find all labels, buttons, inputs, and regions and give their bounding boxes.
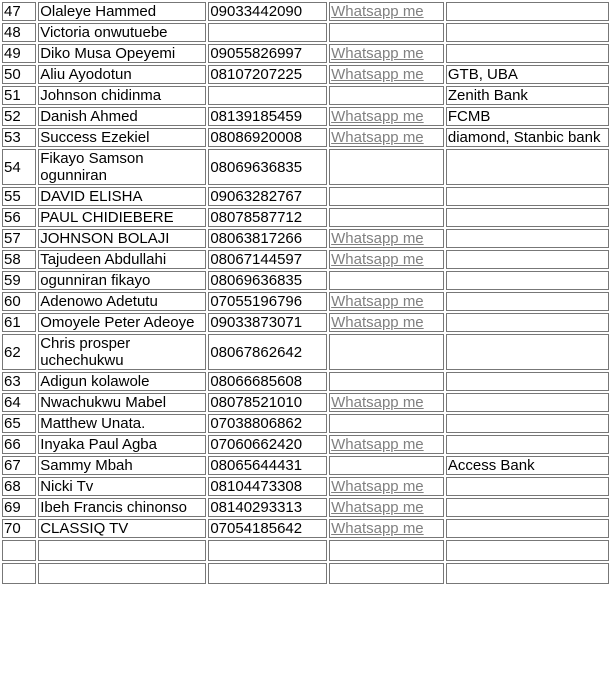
- serial-number-cell: 47: [2, 2, 36, 21]
- name-cell: CLASSIQ TV: [38, 519, 206, 538]
- serial-number-cell: 49: [2, 44, 36, 63]
- whatsapp-cell: [329, 498, 444, 517]
- bank-cell: [446, 208, 609, 227]
- phone-cell: 08067862642: [208, 334, 327, 370]
- table-row: [2, 414, 609, 433]
- bank-cell: [446, 250, 609, 269]
- name-cell: Danish Ahmed: [38, 107, 206, 126]
- serial-number-cell: 61: [2, 313, 36, 332]
- phone-cell: 09033442090: [208, 2, 327, 21]
- serial-number-cell: 62: [2, 334, 36, 370]
- whatsapp-link[interactable]: Whatsapp me: [331, 230, 424, 247]
- whatsapp-cell: [329, 250, 444, 269]
- bank-cell: Zenith Bank: [446, 86, 609, 105]
- serial-number-cell: [2, 540, 36, 561]
- whatsapp-cell: [329, 107, 444, 126]
- phone-cell: 07055196796: [208, 292, 327, 311]
- phone-cell: 08069636835: [208, 271, 327, 290]
- bank-cell: [446, 313, 609, 332]
- whatsapp-cell: [329, 519, 444, 538]
- phone-cell: [208, 540, 327, 561]
- whatsapp-link[interactable]: Whatsapp me: [331, 394, 424, 411]
- bank-cell: [446, 292, 609, 311]
- name-cell: Tajudeen Abdullahi: [38, 250, 206, 269]
- whatsapp-cell: [329, 334, 444, 370]
- serial-number-cell: 57: [2, 229, 36, 248]
- table-row: [2, 435, 609, 454]
- whatsapp-cell: [329, 271, 444, 290]
- table-row: [2, 128, 609, 147]
- whatsapp-cell: [329, 313, 444, 332]
- whatsapp-cell: [329, 477, 444, 496]
- table-row: [2, 498, 609, 517]
- serial-number-cell: 54: [2, 149, 36, 185]
- table-row: [2, 187, 609, 206]
- phone-cell: 08069636835: [208, 149, 327, 185]
- table-row: [2, 372, 609, 391]
- whatsapp-cell: [329, 292, 444, 311]
- phone-cell: 08078521010: [208, 393, 327, 412]
- name-cell: Success Ezekiel: [38, 128, 206, 147]
- serial-number-cell: 69: [2, 498, 36, 517]
- whatsapp-cell: [329, 187, 444, 206]
- whatsapp-link[interactable]: Whatsapp me: [331, 108, 424, 125]
- whatsapp-cell: [329, 86, 444, 105]
- table-row: [2, 149, 609, 185]
- table-row: [2, 477, 609, 496]
- serial-number-cell: 53: [2, 128, 36, 147]
- bank-cell: [446, 393, 609, 412]
- bank-cell: FCMB: [446, 107, 609, 126]
- name-cell: JOHNSON BOLAJI: [38, 229, 206, 248]
- whatsapp-cell: [329, 414, 444, 433]
- table-row: [2, 107, 609, 126]
- table-row: [2, 271, 609, 290]
- name-cell: Chris prosper uchechukwu: [38, 334, 206, 370]
- phone-cell: 08107207225: [208, 65, 327, 84]
- name-cell: Inyaka Paul Agba: [38, 435, 206, 454]
- whatsapp-link[interactable]: Whatsapp me: [331, 45, 424, 62]
- phone-cell: 09033873071: [208, 313, 327, 332]
- whatsapp-cell: [329, 456, 444, 475]
- serial-number-cell: 51: [2, 86, 36, 105]
- name-cell: Nicki Tv: [38, 477, 206, 496]
- phone-cell: 07038806862: [208, 414, 327, 433]
- bank-cell: [446, 498, 609, 517]
- whatsapp-cell: [329, 128, 444, 147]
- name-cell: Adenowo Adetutu: [38, 292, 206, 311]
- name-cell: Sammy Mbah: [38, 456, 206, 475]
- table-row: [2, 44, 609, 63]
- bank-cell: GTB, UBA: [446, 65, 609, 84]
- serial-number-cell: 65: [2, 414, 36, 433]
- name-cell: Omoyele Peter Adeoye: [38, 313, 206, 332]
- table-row: [2, 334, 609, 370]
- serial-number-cell: 68: [2, 477, 36, 496]
- name-cell: Johnson chidinma: [38, 86, 206, 105]
- whatsapp-cell: [329, 65, 444, 84]
- bank-cell: Access Bank: [446, 456, 609, 475]
- bank-cell: [446, 187, 609, 206]
- serial-number-cell: 66: [2, 435, 36, 454]
- bank-cell: [446, 229, 609, 248]
- phone-cell: [208, 563, 327, 584]
- phone-cell: 09055826997: [208, 44, 327, 63]
- bank-cell: [446, 2, 609, 21]
- serial-number-cell: 67: [2, 456, 36, 475]
- whatsapp-cell: [329, 149, 444, 185]
- name-cell: Ibeh Francis chinonso: [38, 498, 206, 517]
- serial-number-cell: 58: [2, 250, 36, 269]
- bank-cell: [446, 414, 609, 433]
- whatsapp-cell: [329, 229, 444, 248]
- whatsapp-link[interactable]: Whatsapp me: [331, 293, 424, 310]
- table-row: [2, 393, 609, 412]
- table-row: [2, 250, 609, 269]
- whatsapp-cell: [329, 208, 444, 227]
- whatsapp-cell: [329, 44, 444, 63]
- name-cell: Olaleye Hammed: [38, 2, 206, 21]
- serial-number-cell: 59: [2, 271, 36, 290]
- bank-cell: diamond, Stanbic bank: [446, 128, 609, 147]
- table-row: [2, 456, 609, 475]
- whatsapp-link[interactable]: Whatsapp me: [331, 436, 424, 453]
- bank-cell: [446, 23, 609, 42]
- bank-cell: [446, 477, 609, 496]
- table-row: [2, 229, 609, 248]
- name-cell: Aliu Ayodotun: [38, 65, 206, 84]
- phone-cell: 08063817266: [208, 229, 327, 248]
- serial-number-cell: 56: [2, 208, 36, 227]
- whatsapp-link[interactable]: Whatsapp me: [331, 66, 424, 83]
- table-row: [2, 313, 609, 332]
- bank-cell: [446, 519, 609, 538]
- whatsapp-cell: [329, 23, 444, 42]
- serial-number-cell: 55: [2, 187, 36, 206]
- bank-cell: [446, 435, 609, 454]
- whatsapp-link[interactable]: Whatsapp me: [331, 251, 424, 268]
- whatsapp-link[interactable]: Whatsapp me: [331, 478, 424, 495]
- bank-cell: [446, 271, 609, 290]
- serial-number-cell: 52: [2, 107, 36, 126]
- name-cell: Diko Musa Opeyemi: [38, 44, 206, 63]
- serial-number-cell: 50: [2, 65, 36, 84]
- name-cell: PAUL CHIDIEBERE: [38, 208, 206, 227]
- name-cell: Adigun kolawole: [38, 372, 206, 391]
- bank-cell: [446, 563, 609, 584]
- bank-cell: [446, 149, 609, 185]
- phone-cell: 08067144597: [208, 250, 327, 269]
- table-row: [2, 519, 609, 538]
- phone-cell: [208, 23, 327, 42]
- whatsapp-cell: [329, 563, 444, 584]
- serial-number-cell: 63: [2, 372, 36, 391]
- serial-number-cell: 70: [2, 519, 36, 538]
- table-row: [2, 86, 609, 105]
- whatsapp-link[interactable]: Whatsapp me: [331, 314, 424, 331]
- phone-cell: 08139185459: [208, 107, 327, 126]
- name-cell: [38, 540, 206, 561]
- table-row: [2, 540, 609, 561]
- phone-cell: 08104473308: [208, 477, 327, 496]
- name-cell: [38, 563, 206, 584]
- contacts-table-body: [2, 0, 609, 584]
- whatsapp-link[interactable]: Whatsapp me: [331, 520, 424, 537]
- whatsapp-link[interactable]: Whatsapp me: [331, 129, 424, 146]
- phone-cell: 08065644431: [208, 456, 327, 475]
- whatsapp-cell: [329, 2, 444, 21]
- bank-cell: [446, 372, 609, 391]
- phone-cell: 08078587712: [208, 208, 327, 227]
- table-row: [2, 23, 609, 42]
- name-cell: DAVID ELISHA: [38, 187, 206, 206]
- name-cell: Nwachukwu Mabel: [38, 393, 206, 412]
- whatsapp-link[interactable]: Whatsapp me: [331, 499, 424, 516]
- phone-cell: 08066685608: [208, 372, 327, 391]
- serial-number-cell: [2, 563, 36, 584]
- phone-cell: 09063282767: [208, 187, 327, 206]
- table-row: [2, 292, 609, 311]
- whatsapp-cell: [329, 540, 444, 561]
- table-row: [2, 65, 609, 84]
- whatsapp-cell: [329, 393, 444, 412]
- name-cell: ogunniran fikayo: [38, 271, 206, 290]
- table-row: [2, 563, 609, 584]
- whatsapp-cell: [329, 435, 444, 454]
- name-cell: Fikayo Samson ogunniran: [38, 149, 206, 185]
- serial-number-cell: 48: [2, 23, 36, 42]
- bank-cell: [446, 540, 609, 561]
- table-row: [2, 208, 609, 227]
- phone-cell: 08140293313: [208, 498, 327, 517]
- table-row: [2, 2, 609, 21]
- serial-number-cell: 60: [2, 292, 36, 311]
- whatsapp-cell: [329, 372, 444, 391]
- phone-cell: 08086920008: [208, 128, 327, 147]
- phone-cell: [208, 86, 327, 105]
- bank-cell: [446, 44, 609, 63]
- phone-cell: 07060662420: [208, 435, 327, 454]
- phone-cell: 07054185642: [208, 519, 327, 538]
- bank-cell: [446, 334, 609, 370]
- whatsapp-link[interactable]: Whatsapp me: [331, 3, 424, 20]
- name-cell: Matthew Unata.: [38, 414, 206, 433]
- name-cell: Victoria onwutuebe: [38, 23, 206, 42]
- serial-number-cell: 64: [2, 393, 36, 412]
